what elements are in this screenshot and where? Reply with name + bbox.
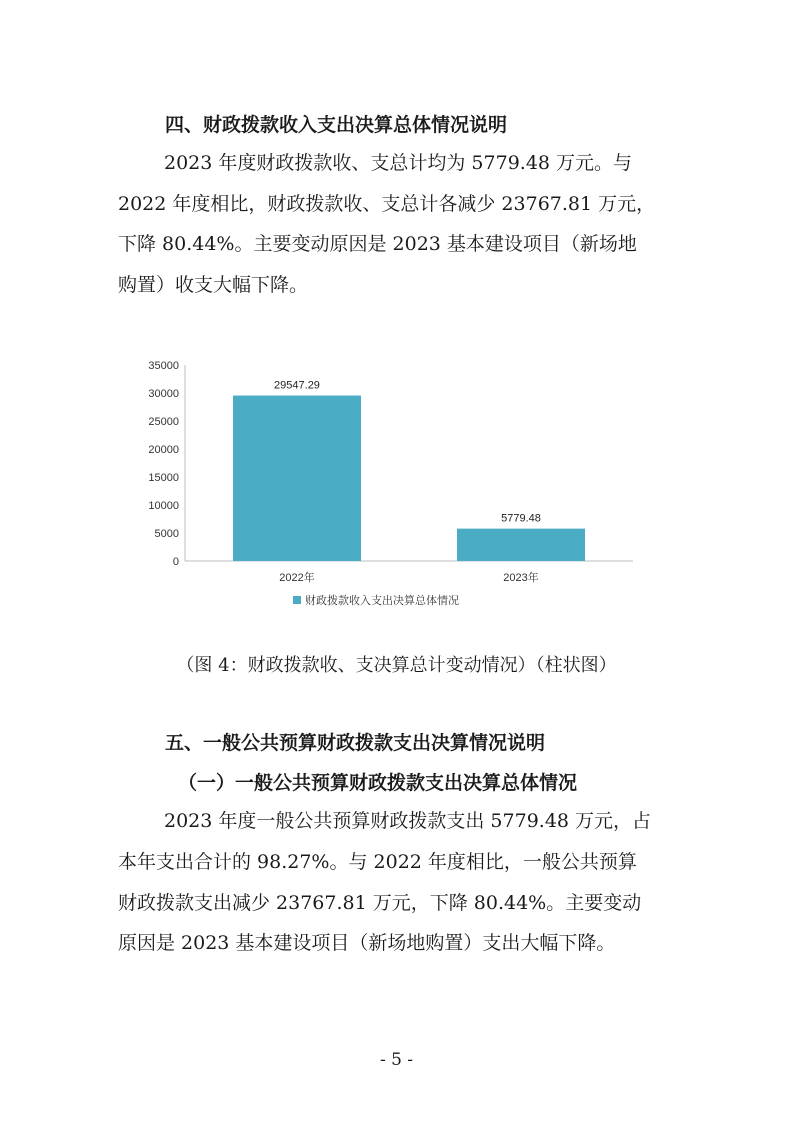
y-tick-label: 15000 [148, 472, 179, 484]
section-5-paragraph-line: 原因是 2023 基本建设项目（新场地购置）支出大幅下降。 [118, 932, 616, 954]
y-tick-label: 10000 [148, 500, 179, 512]
section-4-paragraph-line: 2023 年度财政拨款收、支总计均为 5779.48 万元。与 [164, 152, 633, 174]
legend-swatch [293, 596, 301, 604]
section-5-subheading: （一）一般公共预算财政拨款支出决算总体情况 [178, 772, 578, 794]
y-tick-label: 0 [172, 556, 179, 568]
section-5-heading: 五、一般公共预算财政拨款支出决算情况说明 [165, 732, 546, 754]
section-5-paragraph-line: 2023 年度一般公共预算财政拨款支出 5779.48 万元，占 [164, 810, 652, 832]
section-4-paragraph-line: 2022 年度相比，财政拨款收、支总计各减少 23767.81 万元， [118, 193, 656, 215]
y-tick-label: 25000 [148, 416, 179, 428]
section-4-paragraph-line: 购置）收支大幅下降。 [118, 274, 309, 296]
y-tick-label: 20000 [148, 444, 179, 456]
data-label: 5779.48 [501, 512, 541, 525]
bar [457, 529, 585, 561]
x-tick-label: 2022年 [279, 572, 315, 584]
legend-label: 财政拨款收入支出决算总体情况 [305, 595, 459, 607]
y-tick-label: 5000 [154, 528, 179, 540]
x-tick-label: 2023年 [503, 572, 539, 584]
section-4-paragraph-line: 下降 80.44%。主要变动原因是 2023 基本建设项目（新场地 [118, 233, 637, 255]
figure-caption: （图 4：财政拨款收、支决算总计变动情况）（柱状图） [176, 655, 617, 676]
section-5-paragraph-line: 本年支出合计的 98.27%。与 2022 年度相比，一般公共预算 [118, 851, 637, 873]
data-label: 29547.29 [274, 379, 320, 392]
bar [233, 396, 361, 561]
y-tick-label: 35000 [148, 360, 179, 372]
y-tick-label: 30000 [148, 388, 179, 400]
bar-chart [125, 355, 655, 625]
section-5-paragraph-line: 财政拨款支出减少 23767.81 万元，下降 80.44%。主要变动 [118, 892, 642, 914]
page-number: - 5 - [379, 1050, 414, 1070]
section-4-heading: 四、财政拨款收入支出决算总体情况说明 [165, 114, 508, 136]
